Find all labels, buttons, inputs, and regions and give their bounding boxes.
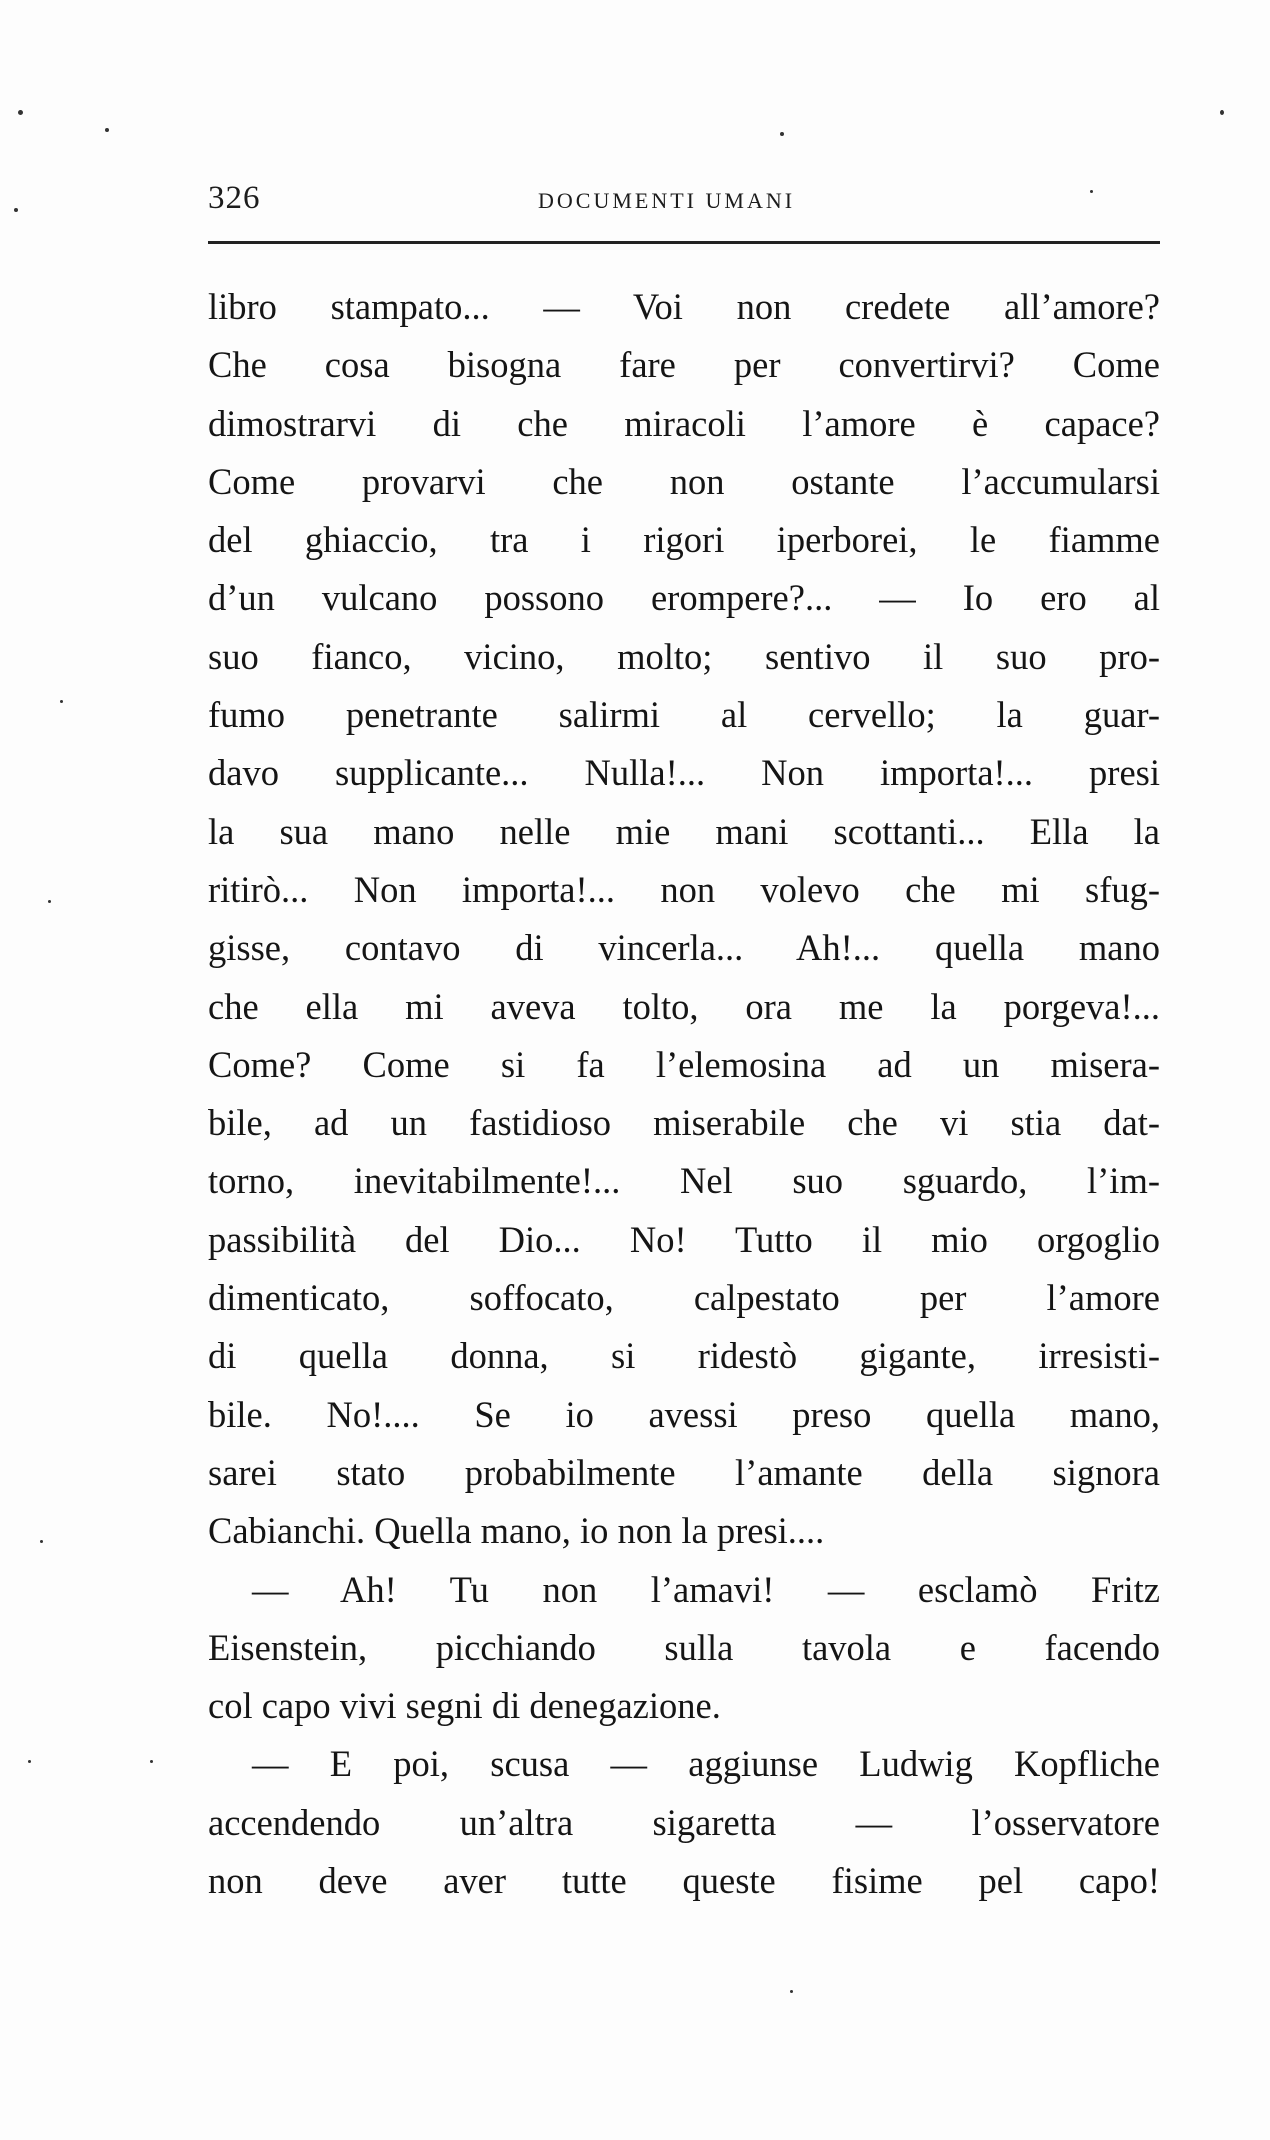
text-line: ritirò... Non importa!... non volevo che mi sfug- — [208, 868, 1160, 910]
page-header — [208, 180, 1160, 220]
text-line: gisse, contavo di vincerla... Ah!... quella mano — [208, 927, 1160, 969]
text-line: col capo vivi segni di denegazione. — [208, 1685, 721, 1727]
text-line: Come? Come si fa l’elemosina ad un misera- — [208, 1043, 1160, 1085]
text-line: di quella donna, si ridestò gigante, irresisti- — [208, 1335, 1160, 1377]
text-line: d’un vulcano possono erompere?... — Io ero al — [208, 577, 1160, 619]
text-line: — E poi, scusa — aggiunse Ludwig Kopfliche — [252, 1743, 1160, 1785]
scan-speck — [14, 208, 18, 212]
scan-speck — [150, 1760, 153, 1763]
text-line: libro stampato... — Voi non credete all’amore? — [208, 286, 1160, 327]
text-line: Cabianchi. Quella mano, io non la presi.... — [208, 1510, 825, 1552]
text-line: la sua mano nelle mie mani scottanti... Ella la — [208, 810, 1160, 852]
scan-speck — [105, 128, 109, 132]
text-line: bile. No!.... Se io avessi preso quella mano, — [208, 1393, 1160, 1435]
scan-speck — [48, 900, 51, 903]
scan-speck — [40, 1540, 43, 1543]
text-line: sarei stato probabilmente l’amante della signora — [208, 1451, 1160, 1493]
body-text — [208, 278, 1160, 1910]
text-line: Come provarvi che non ostante l’accumularsi — [208, 460, 1160, 502]
text-line: torno, inevitabilmente!... Nel suo sguardo, l’im- — [208, 1160, 1160, 1202]
text-line: Che cosa bisogna fare per convertirvi? Come — [208, 344, 1160, 386]
scan-speck — [780, 132, 784, 136]
text-line: passibilità del Dio... No! Tutto il mio orgoglio — [208, 1218, 1160, 1260]
header-rule — [208, 241, 1160, 244]
scan-speck — [18, 110, 23, 115]
text-line: accendendo un’altra sigaretta — l’osservatore — [208, 1801, 1160, 1843]
scan-speck — [60, 700, 63, 703]
scan-speck — [1090, 190, 1093, 193]
text-line: — Ah! Tu non l’amavi! — esclamò Fritz — [252, 1568, 1160, 1610]
text-line: davo supplicante... Nulla!... Non importa!... presi — [208, 752, 1160, 794]
page-number: 326 — [208, 180, 261, 216]
scan-speck — [1220, 110, 1224, 115]
text-line: Eisenstein, picchiando sulla tavola e facendo — [208, 1626, 1160, 1668]
text-line: bile, ad un fastidioso miserabile che vi stia dat- — [208, 1102, 1160, 1144]
text-line: non deve aver tutte queste fisime pel capo! — [208, 1860, 1160, 1902]
text-line: dimostrarvi di che miracoli l’amore è capace? — [208, 402, 1160, 444]
text-line: suo fianco, vicino, molto; sentivo il suo pro- — [208, 635, 1160, 677]
text-line: del ghiaccio, tra i rigori iperborei, le fiamme — [208, 519, 1160, 561]
text-line: che ella mi aveva tolto, ora me la porgeva!... — [208, 985, 1160, 1027]
scan-speck — [28, 1760, 31, 1763]
running-title: DOCUMENTI UMANI — [538, 188, 796, 213]
text-line: dimenticato, soffocato, calpestato per l’amore — [208, 1277, 1160, 1319]
scan-speck — [790, 1990, 793, 1993]
text-line: fumo penetrante salirmi al cervello; la guar- — [208, 694, 1160, 736]
